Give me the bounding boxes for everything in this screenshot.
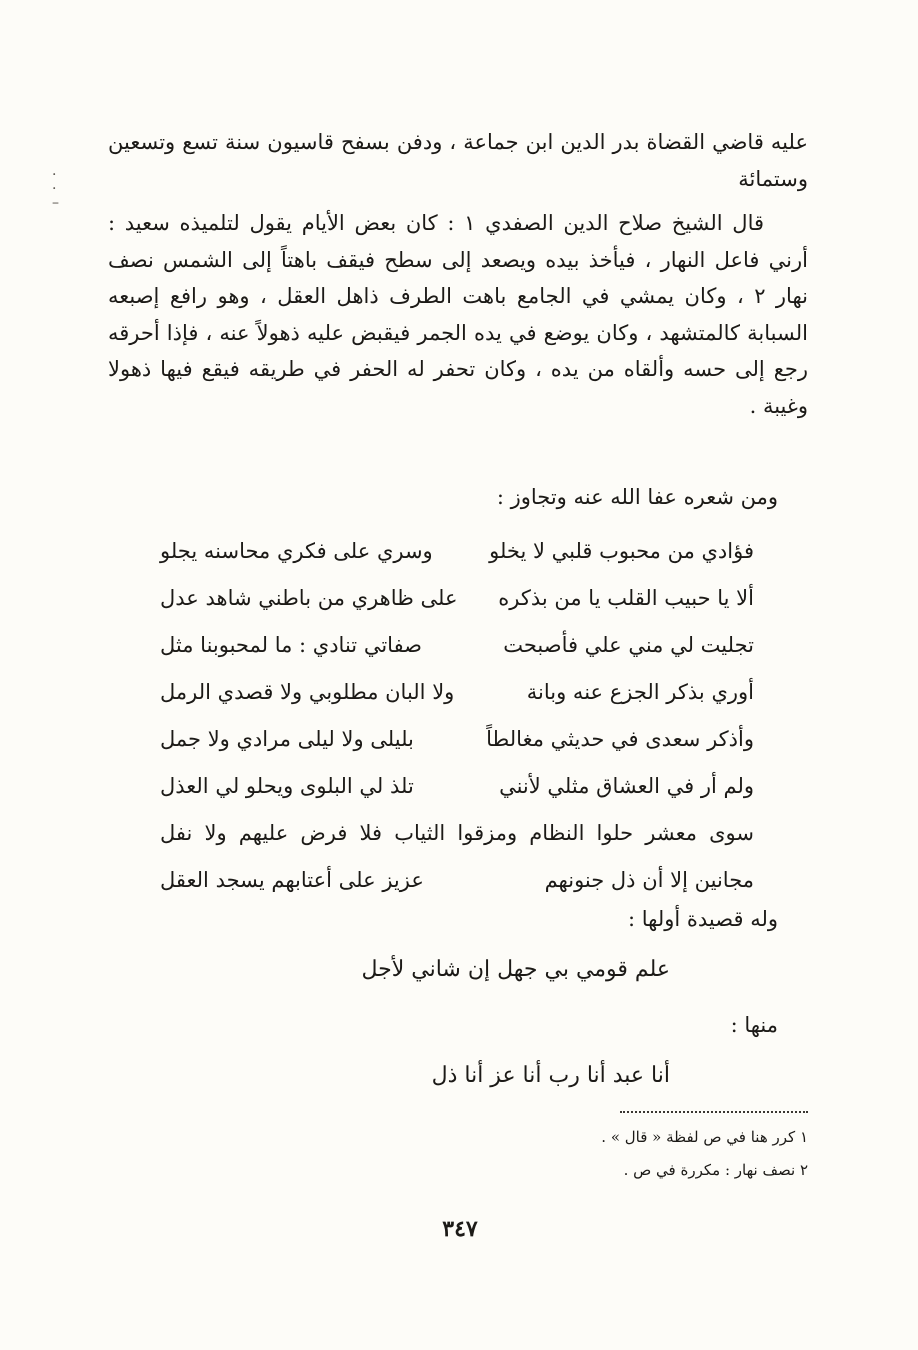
prose-line: كالمتشهد ، وكان يوضع في يده الجمر فيقبض عليه ذهولاً عنه ، فإذا أحرقه	[108, 320, 741, 345]
prose-line: عليه قاضي القضاة بدر الدين ابن جماعة ، ودفن بسفح قاسيون سنة تسع وتسعين	[108, 130, 808, 154]
page-number: ٣٤٧	[442, 1216, 478, 1242]
poem-verse	[160, 764, 754, 808]
qasida-intro: وله قصيدة أولها :	[628, 907, 778, 931]
footnote-1: ١ كرر هنا في ص لفظة « قال » .	[601, 1128, 808, 1146]
verse-first-hemistich: مجانين إلا أن ذل جنونهم	[544, 868, 754, 892]
verse-second-hemistich: ولا البان مطلوبي ولا قصدي الرمل	[160, 680, 455, 704]
prose-line: أرني فاعل النهار ، فيأخذ بيده ويصعد إلى سطح فيقف باهتاً إلى الشمس نصف	[108, 247, 808, 272]
prose-line: رجع إلى حسه وألقاه من يده ، وكان تحفر له الحفر في طريقه فيقع فيها ذهولا	[108, 357, 808, 381]
verse-first-hemistich: ألا يا حبيب القلب يا من بذكره	[498, 586, 754, 610]
minha-verse: أنا عبد أنا رب أنا عز أنا ذل	[431, 1063, 670, 1088]
poem-verse	[160, 717, 754, 761]
verse-second-hemistich: بليلى ولا ليلى مرادي ولا جمل	[160, 727, 414, 751]
verse-second-hemistich: تلذ لي البلوى ويحلو لي العذل	[160, 774, 414, 798]
margin-marks: · · –	[52, 167, 59, 211]
verse-first-hemistich: ولم أر في العشاق مثلي لأنني	[499, 774, 754, 798]
qasida-opening-verse: علم قومي بي جهل إن شاني لأجل	[361, 957, 670, 982]
prose-block	[108, 124, 808, 424]
prose-line: وغيبة .	[749, 393, 808, 418]
poem-verse-full-line: سوى معشر حلوا النظام ومزقوا الثياب فلا فرض عليهم ولا نفل	[160, 821, 754, 845]
prose-line: وستمائة	[738, 166, 808, 191]
poem-verse	[160, 529, 754, 573]
verse-first-hemistich: فؤادي من محبوب قلبي لا يخلو	[489, 539, 754, 563]
verse-first-hemistich: تجليت لي مني علي فأصبحت	[503, 633, 754, 657]
paragraph-burial	[108, 124, 808, 197]
footnote-2: ٢ نصف نهار : مكررة في ص .	[623, 1161, 808, 1179]
verse-second-hemistich: على ظاهري من باطني شاهد عدل	[160, 586, 458, 610]
verse-second-hemistich: صفاتي تنادي : ما لمحبوبنا مثل	[160, 633, 423, 657]
footnote-divider	[620, 1111, 808, 1113]
verse-second-hemistich: عزيز على أعتابهم يسجد العقل	[160, 868, 424, 892]
poem-verse	[160, 670, 754, 714]
verse-second-hemistich: وسري على فكري محاسنه يجلو	[160, 539, 433, 563]
prose-line: نهار ٢ ، وكان يمشي في الجامع باهت الطرف ذاهل العقل ، وهو رافع إصبعه السبابة	[108, 284, 808, 345]
poem-verse	[160, 858, 754, 902]
prose-line: قال الشيخ صلاح الدين الصفدي ١ : كان بعض الأيام يقول لتلميذه سعيد :	[108, 211, 765, 235]
poem-verse	[160, 576, 754, 620]
verse-first-hemistich: وأذكر سعدى في حديثي مغالطاً	[486, 727, 754, 751]
poem-verse	[160, 623, 754, 667]
minha-label: منها :	[730, 1013, 778, 1037]
verse-first-hemistich: أوري بذكر الجزع عنه وبانة	[526, 680, 754, 704]
paragraph-safadi	[108, 205, 808, 424]
poem-intro: ومن شعره عفا الله عنه وتجاوز :	[496, 485, 778, 509]
